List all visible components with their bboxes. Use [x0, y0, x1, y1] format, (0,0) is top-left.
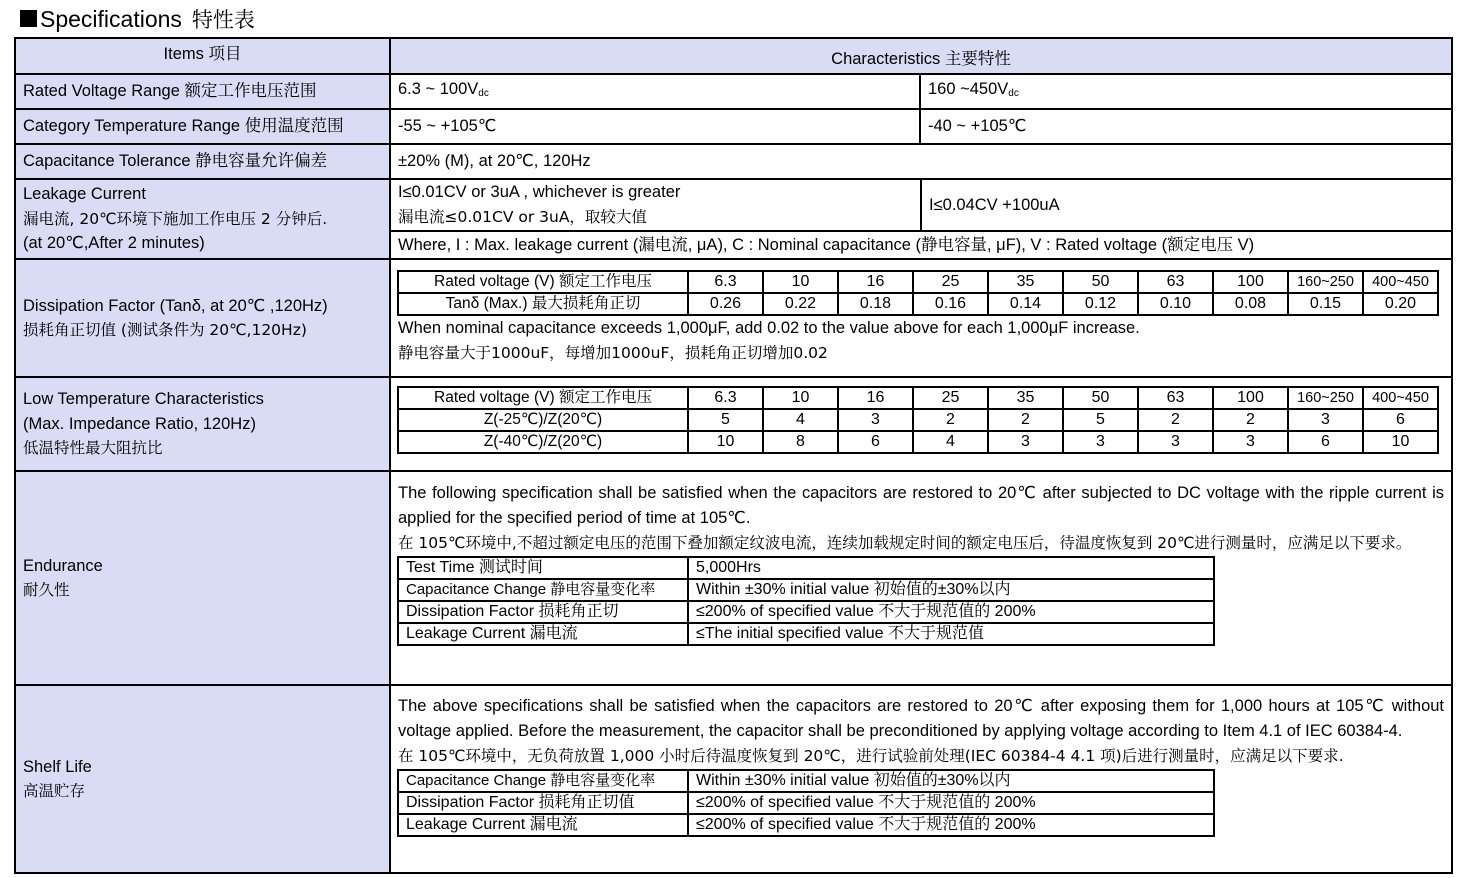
lt-label-1: Low Temperature Characteristics — [23, 390, 264, 409]
df-voltage-cell: 400~450 — [1363, 271, 1438, 293]
leakage-low — [391, 180, 921, 231]
rated-voltage-row — [15, 74, 1452, 109]
shelf-life-value: Within ±30% initial value 初始值的±30%以内 — [688, 770, 1214, 792]
endurance-label-2: 耐久性 — [23, 581, 70, 599]
df-voltage-cell: 100 — [1213, 271, 1288, 293]
df-tan-cell: 0.20 — [1363, 293, 1438, 315]
df-label-1: Dissipation Factor (Tanδ, at 20℃ ,120Hz) — [23, 296, 328, 315]
unit-subscript: dc — [1008, 88, 1019, 99]
section-title — [20, 4, 255, 35]
leakage-current-values — [390, 179, 1452, 259]
endurance-label-1: Endurance — [23, 556, 103, 575]
lt-z40-cell: 3 — [988, 431, 1063, 453]
endurance-value: ≤200% of specified value 不大于规范值的 200% — [688, 601, 1214, 623]
shelf-life-row — [15, 685, 1452, 873]
shelf-life-item: Leakage Current 漏电流 — [398, 814, 688, 836]
endurance-table — [397, 556, 1215, 646]
df-tan-cell: 0.10 — [1138, 293, 1213, 315]
lt-z40-label: Z(-40℃)/Z(20℃) — [398, 431, 688, 453]
dissipation-factor-label — [15, 259, 390, 377]
df-tan-cell: 0.18 — [838, 293, 913, 315]
lt-z40-cell: 3 — [1138, 431, 1213, 453]
leakage-label-2: 漏电流, 20℃环境下施加工作电压 2 分钟后. — [23, 209, 328, 228]
lt-z40-cell: 10 — [1363, 431, 1438, 453]
endurance-value: ≤The initial specified value 不大于规范值 — [688, 623, 1214, 645]
df-tan-cell: 0.16 — [913, 293, 988, 315]
shelf-life-table-row — [398, 770, 1214, 792]
lt-voltage-cell: 50 — [1063, 387, 1138, 409]
df-tan-cell: 0.12 — [1063, 293, 1138, 315]
endurance-item: Leakage Current 漏电流 — [398, 623, 688, 645]
lt-voltage-cell: 400~450 — [1363, 387, 1438, 409]
capacitance-tolerance-value: ±20% (M), at 20℃, 120Hz — [390, 144, 1452, 179]
section-title-cn: 特性表 — [191, 8, 255, 32]
endurance-item: Capacitance Change 静电容量变化率 — [398, 579, 688, 601]
low-temperature-values — [390, 377, 1452, 471]
low-temperature-row — [15, 377, 1452, 471]
category-temperature-low: -55 ~ +105℃ — [390, 109, 920, 144]
lt-voltage-label: Rated voltage (V) 额定工作电压 — [398, 387, 688, 409]
df-voltage-cell: 25 — [913, 271, 988, 293]
lt-voltage-row — [398, 387, 1438, 409]
lt-z40-cell: 10 — [688, 431, 763, 453]
lt-voltage-cell: 25 — [913, 387, 988, 409]
lt-voltage-cell: 100 — [1213, 387, 1288, 409]
endurance-row — [15, 471, 1452, 685]
lt-z40-cell: 6 — [1288, 431, 1363, 453]
lt-label-3: 低温特性最大阻抗比 — [23, 439, 163, 458]
lt-z40-cell: 8 — [763, 431, 838, 453]
df-voltage-cell: 16 — [838, 271, 913, 293]
leakage-low-line1: I≤0.01CV or 3uA , whichever is greater — [398, 183, 681, 201]
rated-voltage-high: 160 ~450V — [928, 80, 1009, 98]
unit-subscript: dc — [478, 88, 489, 99]
df-tan-cell: 0.26 — [688, 293, 763, 315]
lt-z40-cell: 6 — [838, 431, 913, 453]
rated-voltage-label: Rated Voltage Range 额定工作电压范围 — [15, 74, 390, 109]
lt-voltage-cell: 10 — [763, 387, 838, 409]
endurance-table-row — [398, 601, 1214, 623]
capacitance-tolerance-row — [15, 144, 1452, 179]
lt-z25-cell: 6 — [1363, 409, 1438, 431]
shelf-life-table — [397, 769, 1215, 837]
df-tan-cell: 0.15 — [1288, 293, 1363, 315]
endurance-item: Test Time 测试时间 — [398, 557, 688, 579]
lt-z40-cell: 3 — [1213, 431, 1288, 453]
endurance-value: Within ±30% initial value 初始值的±30%以内 — [688, 579, 1214, 601]
lt-voltage-cell: 6.3 — [688, 387, 763, 409]
lt-voltage-cell: 63 — [1138, 387, 1213, 409]
lt-z25-cell: 3 — [1288, 409, 1363, 431]
df-tan-cell: 0.08 — [1213, 293, 1288, 315]
endurance-label — [15, 471, 390, 685]
category-temperature-label: Category Temperature Range 使用温度范围 — [15, 109, 390, 144]
lt-z25-cell: 2 — [988, 409, 1063, 431]
shelf-life-table-row — [398, 814, 1214, 836]
leakage-current-label — [15, 179, 390, 259]
category-temperature-high: -40 ~ +105℃ — [920, 109, 1452, 144]
leakage-where: Where, I : Max. leakage current (漏电流, μA), C : Nominal capacitance (静电容量, μF), V : Rated voltage (额定电压 V) — [398, 236, 1255, 254]
df-note-cn: 静电容量大于1000uF，每增加1000uF，损耗角正切增加0.02 — [398, 344, 828, 362]
characteristics-header: Characteristics 主要特性 — [390, 38, 1452, 74]
items-header: Items 项目 — [15, 38, 390, 74]
header-row — [15, 38, 1452, 74]
df-voltage-cell: 6.3 — [688, 271, 763, 293]
leakage-label-1: Leakage Current — [23, 185, 146, 204]
lt-table — [397, 386, 1439, 454]
df-table — [397, 270, 1439, 316]
lt-voltage-cell: 35 — [988, 387, 1063, 409]
shelf-life-value: ≤200% of specified value 不大于规范值的 200% — [688, 814, 1214, 836]
df-tan-cell: 0.14 — [988, 293, 1063, 315]
endurance-para-cn: 在 105℃环境中,不超过额定电压的范围下叠加额定纹波电流，连续加载规定时间的额定电压后，待温度恢复到 20℃进行测量时，应满足以下要求。 — [398, 534, 1412, 552]
shelf-life-values — [390, 685, 1452, 873]
shelf-life-label-1: Shelf Life — [23, 757, 92, 776]
shelf-life-value: ≤200% of specified value 不大于规范值的 200% — [688, 792, 1214, 814]
endurance-value: 5,000Hrs — [688, 557, 1214, 579]
endurance-table-row — [398, 579, 1214, 601]
shelf-life-label-2: 高温贮存 — [23, 782, 86, 800]
endurance-para-en: The following specification shall be satisfied when the capacitors are restored to 20℃ after subjected to DC voltage with the ripple current is applied for the specified period of time at 105℃. — [398, 484, 1445, 527]
df-voltage-cell: 10 — [763, 271, 838, 293]
df-label-2: 损耗角正切值 (测试条件为 20℃,120Hz) — [23, 321, 307, 339]
category-temperature-row — [15, 109, 1452, 144]
low-temperature-label — [15, 377, 390, 471]
leakage-current-row — [15, 179, 1452, 259]
endurance-values — [390, 471, 1452, 685]
lt-z25-row — [398, 409, 1438, 431]
df-voltage-row — [398, 271, 1438, 293]
shelf-life-item: Dissipation Factor 损耗角正切值 — [398, 792, 688, 814]
lt-z40-cell: 4 — [913, 431, 988, 453]
lt-voltage-cell: 160~250 — [1288, 387, 1363, 409]
dissipation-factor-values — [390, 259, 1452, 377]
df-tan-row — [398, 293, 1438, 315]
lt-z25-cell: 2 — [913, 409, 988, 431]
lt-z25-cell: 4 — [763, 409, 838, 431]
lt-z25-cell: 2 — [1213, 409, 1288, 431]
df-voltage-label: Rated voltage (V) 额定工作电压 — [398, 271, 688, 293]
df-voltage-cell: 50 — [1063, 271, 1138, 293]
lt-z25-cell: 2 — [1138, 409, 1213, 431]
leakage-low-line2: 漏电流≤0.01CV or 3uA，取较大值 — [398, 208, 647, 226]
lt-z40-cell: 3 — [1063, 431, 1138, 453]
lt-voltage-cell: 16 — [838, 387, 913, 409]
shelf-life-item: Capacitance Change 静电容量变化率 — [398, 770, 688, 792]
endurance-table-row — [398, 623, 1214, 645]
rated-voltage-low-cell — [390, 74, 920, 109]
shelf-life-table-row — [398, 792, 1214, 814]
dissipation-factor-row — [15, 259, 1452, 377]
df-tan-label: Tanδ (Max.) 最大损耗角正切 — [398, 293, 688, 315]
lt-z40-row — [398, 431, 1438, 453]
df-voltage-cell: 160~250 — [1288, 271, 1363, 293]
shelf-life-para-cn: 在 105℃环境中，无负荷放置 1,000 小时后待温度恢复到 20℃，进行试验前处理(IEC 60384-4 4.1 项)后进行测量时，应满足以下要求. — [398, 747, 1344, 765]
df-tan-cell: 0.22 — [763, 293, 838, 315]
shelf-life-label — [15, 685, 390, 873]
capacitance-tolerance-label: Capacitance Tolerance 静电容量允许偏差 — [15, 144, 390, 179]
rated-voltage-low: 6.3 ~ 100V — [398, 80, 479, 98]
endurance-table-row — [398, 557, 1214, 579]
section-title-text: Specifications — [40, 6, 182, 32]
lt-z25-label: Z(-25℃)/Z(20℃) — [398, 409, 688, 431]
leakage-high: I≤0.04CV +100uA — [921, 180, 1453, 231]
lt-z25-cell: 5 — [688, 409, 763, 431]
leakage-inner-table — [391, 180, 1453, 258]
df-voltage-cell: 63 — [1138, 271, 1213, 293]
lt-z25-cell: 5 — [1063, 409, 1138, 431]
lt-z25-cell: 3 — [838, 409, 913, 431]
rated-voltage-high-cell — [920, 74, 1452, 109]
square-bullet-icon — [20, 10, 37, 27]
df-voltage-cell: 35 — [988, 271, 1063, 293]
lt-label-2: (Max. Impedance Ratio, 120Hz) — [23, 414, 256, 433]
specifications-table — [14, 37, 1453, 874]
endurance-item: Dissipation Factor 损耗角正切 — [398, 601, 688, 623]
shelf-life-para-en: The above specifications shall be satisfied when the capacitors are restored to 20℃ after exposing them for 1,000 hours at 105℃ without voltage applied. Before the measurement, the capacitor shall be preconditioned by applying voltage according to Item 4.1 of IEC 60384-4. — [398, 697, 1445, 740]
leakage-label-3: (at 20℃,After 2 minutes) — [23, 234, 205, 253]
df-note-en: When nominal capacitance exceeds 1,000μF, add 0.02 to the value above for each 1,000μF increase. — [398, 319, 1140, 337]
